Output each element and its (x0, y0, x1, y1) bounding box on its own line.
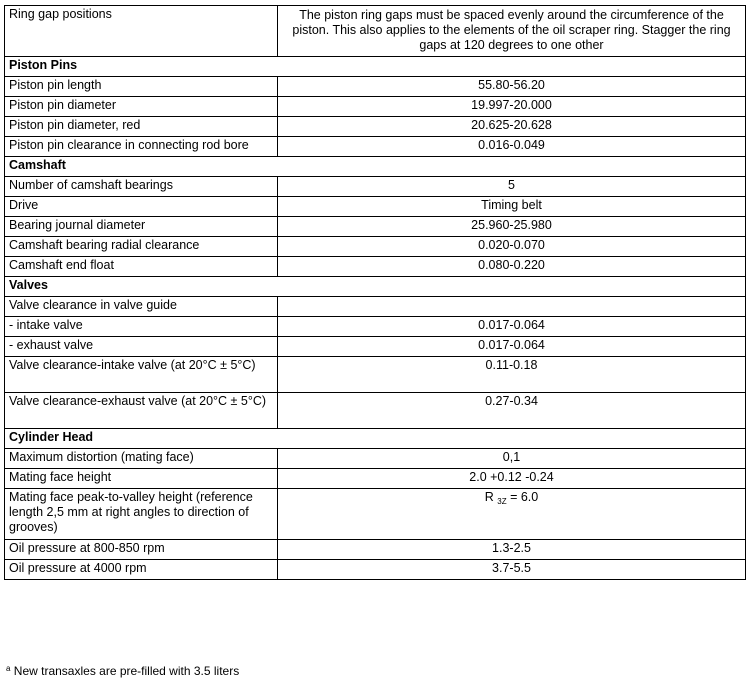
roughness-subscript: 3Z (497, 497, 507, 506)
footnote (6, 664, 239, 678)
table-row (5, 237, 746, 257)
spec-label: Camshaft bearing radial clearance (5, 237, 278, 257)
section-heading: Cylinder Head (5, 429, 746, 449)
spec-label: - intake valve (5, 317, 278, 337)
spec-value: 0.016-0.049 (278, 137, 746, 157)
table-row (5, 6, 746, 57)
table-row (5, 297, 746, 317)
section-heading: Piston Pins (5, 57, 746, 77)
spec-value (278, 297, 746, 317)
spec-value: 20.625-20.628 (278, 117, 746, 137)
spec-label: Piston pin length (5, 77, 278, 97)
spec-label: Maximum distortion (mating face) (5, 449, 278, 469)
spec-label: Oil pressure at 800-850 rpm (5, 540, 278, 560)
spec-label: Valve clearance-intake valve (at 20°C ± 5°C) (5, 357, 278, 393)
spec-value: 1.3-2.5 (278, 540, 746, 560)
roughness-symbol: R (484, 490, 494, 504)
spec-label: Piston pin diameter (5, 97, 278, 117)
table-row (5, 177, 746, 197)
table-row (5, 217, 746, 237)
footnote-text: New transaxles are pre-filled with 3.5 liters (10, 664, 240, 678)
spec-label: Piston pin clearance in connecting rod bore (5, 137, 278, 157)
spec-label: Number of camshaft bearings (5, 177, 278, 197)
section-row (5, 277, 746, 297)
spec-label: Bearing journal diameter (5, 217, 278, 237)
table-row (5, 97, 746, 117)
table-row (5, 257, 746, 277)
spec-value: 0.020-0.070 (278, 237, 746, 257)
spec-value: 0.11-0.18 (278, 357, 746, 393)
spec-value: 0.080-0.220 (278, 257, 746, 277)
spec-value: 0,1 (278, 449, 746, 469)
spec-value: 25.960-25.980 (278, 217, 746, 237)
table-row (5, 197, 746, 217)
table-row (5, 560, 746, 580)
spec-label: Valve clearance in valve guide (5, 297, 278, 317)
table-row (5, 540, 746, 560)
spec-value: 2.0 +0.12 -0.24 (278, 469, 746, 489)
spec-value: 0.27-0.34 (278, 393, 746, 429)
spec-label: Valve clearance-exhaust valve (at 20°C ± 5°C) (5, 393, 278, 429)
spec-label: Oil pressure at 4000 rpm (5, 560, 278, 580)
spec-label: - exhaust valve (5, 337, 278, 357)
spec-label: Camshaft end float (5, 257, 278, 277)
spec-value: 0.017-0.064 (278, 317, 746, 337)
table-row (5, 337, 746, 357)
spec-value: 5 (278, 177, 746, 197)
spec-label: Drive (5, 197, 278, 217)
spec-label: Ring gap positions (5, 6, 278, 57)
footnote-marker: a (6, 664, 11, 673)
spec-label: Mating face height (5, 469, 278, 489)
spec-label: Mating face peak-to-valley height (reference length 2,5 mm at right angles to direction of grooves) (5, 489, 278, 540)
spec-value: 3.7-5.5 (278, 560, 746, 580)
section-row (5, 429, 746, 449)
spec-value: Timing belt (278, 197, 746, 217)
section-heading: Camshaft (5, 157, 746, 177)
spec-label: Piston pin diameter, red (5, 117, 278, 137)
spec-value: 19.997-20.000 (278, 97, 746, 117)
table-row (5, 117, 746, 137)
specifications-table (4, 5, 746, 580)
spec-value: 0.017-0.064 (278, 337, 746, 357)
table-row (5, 393, 746, 429)
spec-value (278, 489, 746, 540)
table-row (5, 469, 746, 489)
table-row (5, 137, 746, 157)
roughness-value: = 6.0 (506, 490, 539, 504)
table-row (5, 489, 746, 540)
table-row (5, 317, 746, 337)
table-row (5, 77, 746, 97)
section-heading: Valves (5, 277, 746, 297)
section-row (5, 57, 746, 77)
spec-value: The piston ring gaps must be spaced evenly around the circumference of the piston. This also applies to the elements of the oil scraper ring. Stagger the ring gaps at 120 degrees to one other (278, 6, 746, 57)
spec-value: 55.80-56.20 (278, 77, 746, 97)
table-row (5, 357, 746, 393)
table-row (5, 449, 746, 469)
section-row (5, 157, 746, 177)
